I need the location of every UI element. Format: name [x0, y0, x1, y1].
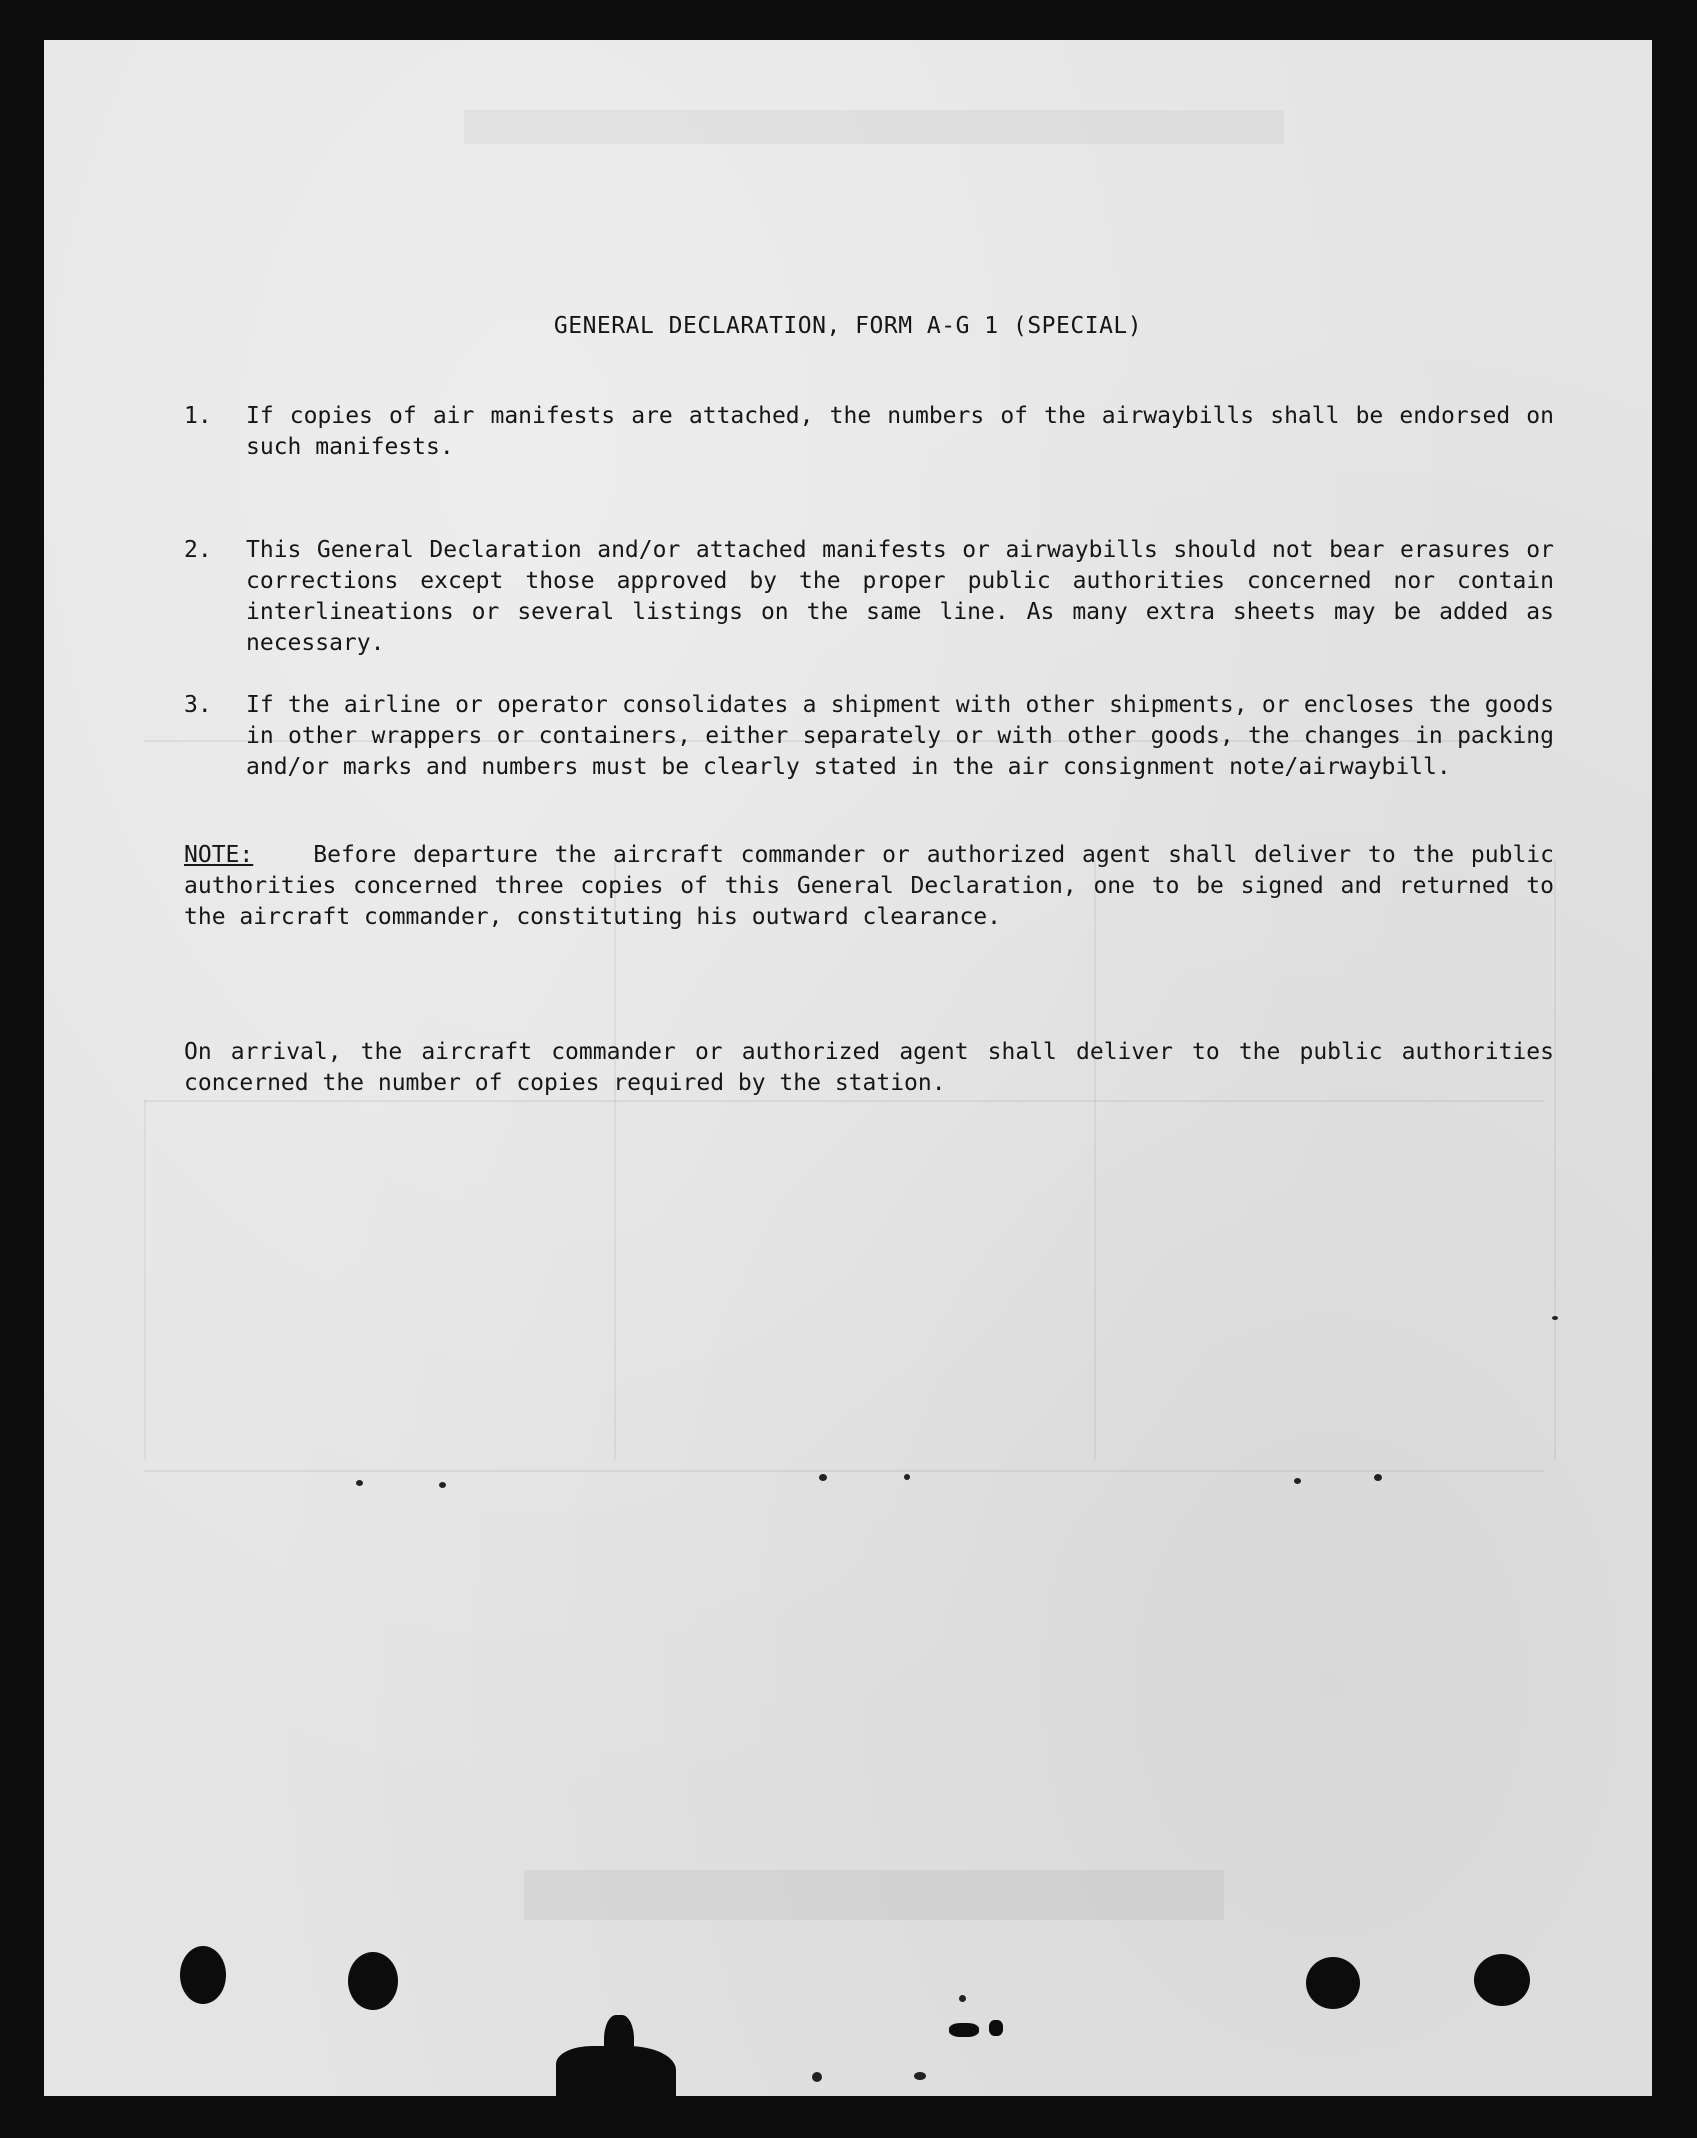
instruction-item	[184, 535, 1554, 659]
item-text: This General Declaration and/or attached manifests or airwaybills should not bear erasures or corrections except those approved by the proper public authorities concerned nor contain interlineations or several listings on the same line. As many extra sheets may be added as necessary.	[246, 537, 1554, 656]
punch-hole	[180, 1946, 226, 2004]
note-label: NOTE:	[184, 842, 254, 868]
ink-speck	[914, 2072, 926, 2080]
instruction-item	[184, 401, 1554, 463]
ink-speck	[904, 1474, 910, 1480]
ink-speck	[812, 2072, 822, 2082]
page-title: GENERAL DECLARATION, FORM A-G 1 (SPECIAL)	[553, 313, 1143, 339]
arrival-paragraph: On arrival, the aircraft commander or authorized agent shall deliver to the public authorities concerned the number of copies required by the station.	[184, 1039, 1554, 1096]
item-text: If copies of air manifests are attached, the numbers of the airwaybills shall be endorsed on such manifests.	[246, 403, 1554, 460]
note-paragraph	[184, 840, 1554, 933]
instruction-item	[184, 690, 1554, 783]
punch-hole	[348, 1952, 398, 2010]
item-number: 3.	[184, 692, 212, 718]
ink-speck	[1294, 1478, 1301, 1484]
ink-speck	[1374, 1474, 1382, 1481]
torn-edge	[604, 2015, 634, 2075]
item-number: 1.	[184, 403, 212, 429]
item-number: 2.	[184, 537, 212, 563]
item-text: If the airline or operator consolidates a shipment with other shipments, or encloses the goods in other wrappers or containers, either separately or with other goods, the changes in packing and/or marks and numbers must be clearly stated in the air consignment note/airwaybill.	[246, 692, 1554, 780]
document-page	[44, 40, 1652, 2096]
torn-edge	[949, 2023, 979, 2037]
ink-speck	[819, 1474, 827, 1481]
ink-speck	[1552, 1316, 1558, 1320]
ink-speck	[439, 1482, 446, 1488]
note-text: Before departure the aircraft commander or authorized agent shall deliver to the public authorities concerned three copies of this General Declaration, one to be signed and returned to the aircraft commander, constituting his outward clearance.	[184, 842, 1554, 930]
ink-speck	[356, 1480, 363, 1486]
ink-speck	[959, 1995, 966, 2002]
punch-hole	[1306, 1957, 1360, 2009]
torn-edge	[989, 2020, 1003, 2036]
punch-hole	[1474, 1954, 1530, 2006]
